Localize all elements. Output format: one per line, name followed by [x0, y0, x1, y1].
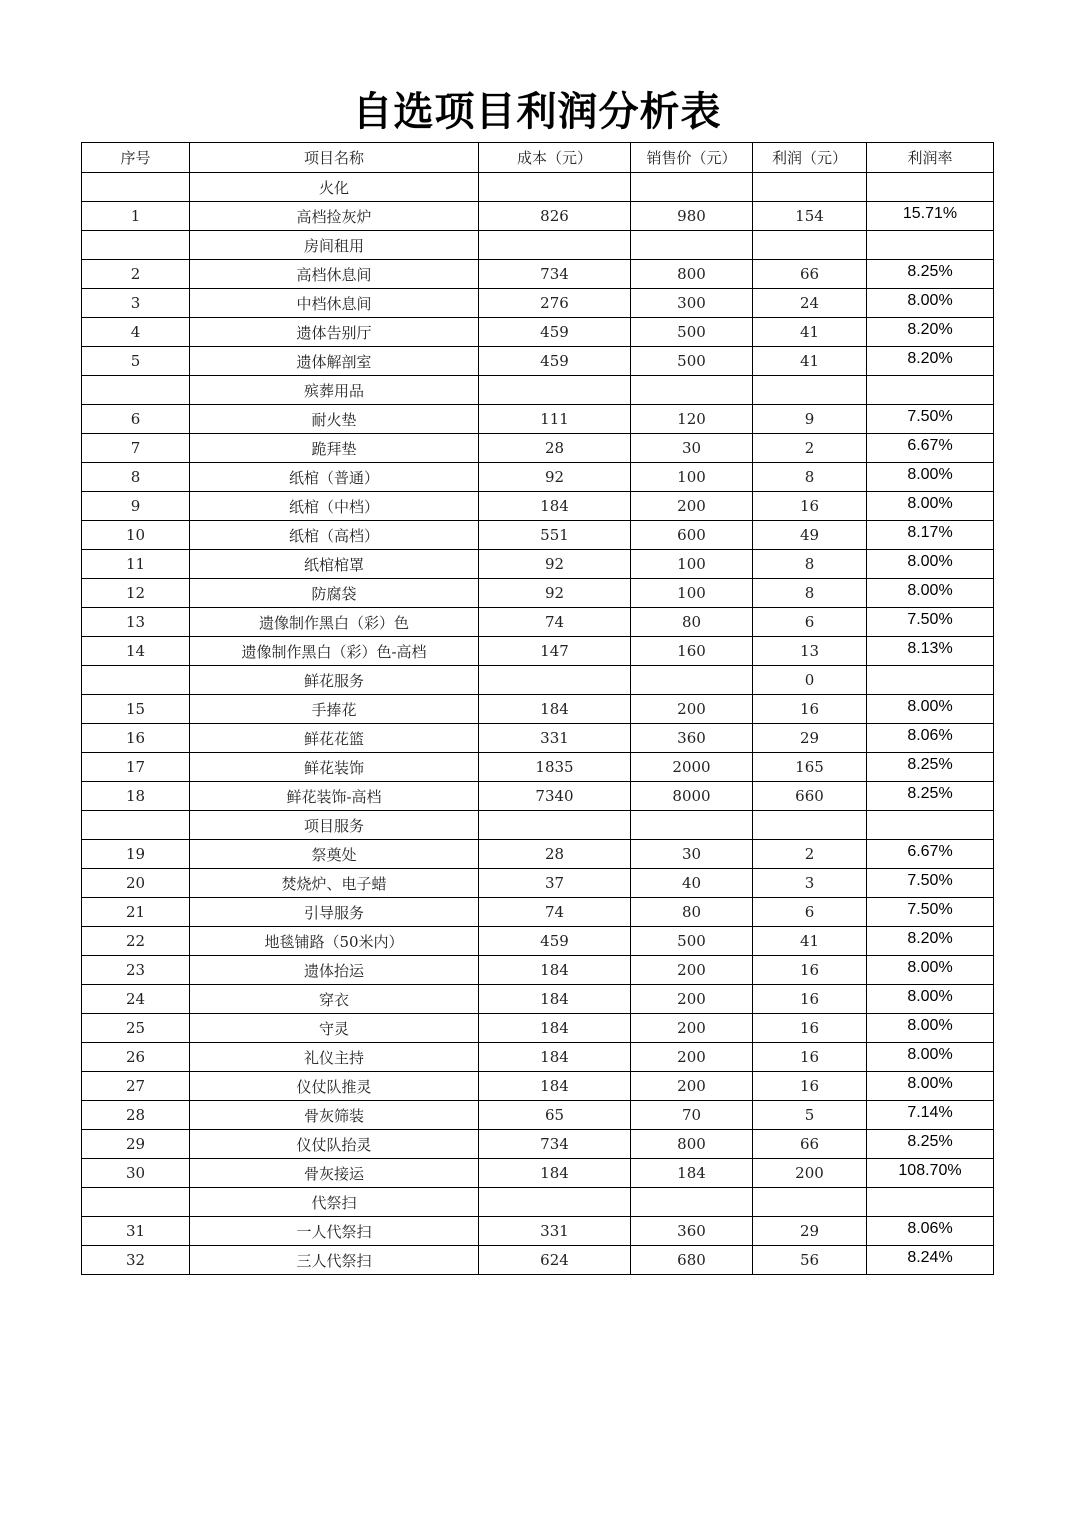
cell-profit-rate	[867, 231, 994, 260]
cell-price	[631, 173, 753, 202]
table-row	[82, 492, 994, 521]
cell-profit-rate: 8.00%	[867, 1072, 994, 1101]
table-row	[82, 1130, 994, 1159]
cell-item-name: 骨灰筛装	[190, 1101, 479, 1130]
cell-profit-rate: 8.00%	[867, 579, 994, 608]
cell-profit-rate: 8.25%	[867, 1130, 994, 1159]
cell-index	[82, 1188, 190, 1217]
table-row	[82, 782, 994, 811]
cell-price: 200	[631, 492, 753, 521]
cell-cost: 147	[479, 637, 631, 666]
cell-price: 500	[631, 927, 753, 956]
table-row	[82, 434, 994, 463]
cell-profit: 16	[753, 1014, 867, 1043]
cell-item-name: 殡葬用品	[190, 376, 479, 405]
cell-price: 200	[631, 956, 753, 985]
cell-index: 14	[82, 637, 190, 666]
cell-price	[631, 376, 753, 405]
cell-profit-rate	[867, 666, 994, 695]
header-cell-item-name: 项目名称	[190, 143, 479, 173]
cell-index	[82, 666, 190, 695]
cell-cost: 184	[479, 1014, 631, 1043]
cell-profit: 66	[753, 1130, 867, 1159]
cell-price: 300	[631, 289, 753, 318]
cell-item-name: 高档休息间	[190, 260, 479, 289]
table-row	[82, 579, 994, 608]
table-row	[82, 550, 994, 579]
table-row	[82, 637, 994, 666]
cell-profit: 16	[753, 1043, 867, 1072]
cell-index	[82, 811, 190, 840]
cell-profit: 16	[753, 1072, 867, 1101]
cell-cost: 28	[479, 840, 631, 869]
table-row	[82, 405, 994, 434]
cell-index: 24	[82, 985, 190, 1014]
cell-cost: 65	[479, 1101, 631, 1130]
table-row	[82, 985, 994, 1014]
cell-item-name: 纸棺（中档）	[190, 492, 479, 521]
table-row	[82, 724, 994, 753]
cell-index: 3	[82, 289, 190, 318]
cell-profit: 3	[753, 869, 867, 898]
cell-index: 1	[82, 202, 190, 231]
cell-index: 18	[82, 782, 190, 811]
cell-profit-rate: 8.00%	[867, 492, 994, 521]
cell-price: 40	[631, 869, 753, 898]
cell-price	[631, 231, 753, 260]
cell-price: 200	[631, 1043, 753, 1072]
cell-price: 8000	[631, 782, 753, 811]
cell-index: 25	[82, 1014, 190, 1043]
table-row	[82, 898, 994, 927]
cell-item-name: 中档休息间	[190, 289, 479, 318]
cell-price: 800	[631, 260, 753, 289]
cell-cost: 28	[479, 434, 631, 463]
cell-cost: 1835	[479, 753, 631, 782]
cell-profit-rate: 8.00%	[867, 1043, 994, 1072]
table-row	[82, 927, 994, 956]
cell-cost: 184	[479, 1159, 631, 1188]
cell-profit-rate: 108.70%	[867, 1159, 994, 1188]
table-row	[82, 1072, 994, 1101]
cell-profit-rate: 8.00%	[867, 985, 994, 1014]
cell-profit-rate	[867, 811, 994, 840]
cell-price: 184	[631, 1159, 753, 1188]
cell-price	[631, 666, 753, 695]
cell-cost: 331	[479, 1217, 631, 1246]
cell-profit-rate: 8.00%	[867, 956, 994, 985]
cell-profit: 2	[753, 434, 867, 463]
cell-profit-rate: 8.00%	[867, 695, 994, 724]
table-row	[82, 1043, 994, 1072]
cell-index: 15	[82, 695, 190, 724]
cell-item-name: 纸棺（普通）	[190, 463, 479, 492]
cell-price: 200	[631, 695, 753, 724]
cell-index: 19	[82, 840, 190, 869]
cell-profit: 56	[753, 1246, 867, 1275]
cell-cost: 734	[479, 1130, 631, 1159]
cell-profit-rate: 7.50%	[867, 608, 994, 637]
cell-price: 2000	[631, 753, 753, 782]
cell-price: 360	[631, 724, 753, 753]
cell-item-name: 跪拜垫	[190, 434, 479, 463]
cell-cost: 551	[479, 521, 631, 550]
cell-cost: 184	[479, 1043, 631, 1072]
cell-index: 4	[82, 318, 190, 347]
cell-price: 120	[631, 405, 753, 434]
cell-profit: 16	[753, 956, 867, 985]
table-row	[82, 695, 994, 724]
cell-index: 6	[82, 405, 190, 434]
cell-cost: 92	[479, 550, 631, 579]
cell-price: 360	[631, 1217, 753, 1246]
cell-profit: 0	[753, 666, 867, 695]
cell-index: 11	[82, 550, 190, 579]
table-row	[82, 869, 994, 898]
cell-index	[82, 231, 190, 260]
table-row	[82, 666, 994, 695]
cell-cost: 826	[479, 202, 631, 231]
cell-cost	[479, 376, 631, 405]
cell-index: 26	[82, 1043, 190, 1072]
cell-price: 980	[631, 202, 753, 231]
cell-cost: 111	[479, 405, 631, 434]
cell-profit: 2	[753, 840, 867, 869]
cell-item-name: 地毯铺路（50米内）	[190, 927, 479, 956]
cell-index: 17	[82, 753, 190, 782]
cell-index: 16	[82, 724, 190, 753]
cell-cost	[479, 666, 631, 695]
cell-price: 100	[631, 463, 753, 492]
cell-profit-rate: 7.50%	[867, 869, 994, 898]
cell-profit-rate: 8.20%	[867, 347, 994, 376]
cell-cost: 37	[479, 869, 631, 898]
page-title: 自选项目利润分析表	[352, 88, 722, 135]
cell-index: 22	[82, 927, 190, 956]
table-row	[82, 1101, 994, 1130]
cell-item-name: 一人代祭扫	[190, 1217, 479, 1246]
cell-profit-rate: 8.00%	[867, 463, 994, 492]
table-row	[82, 231, 994, 260]
cell-item-name: 项目服务	[190, 811, 479, 840]
table-row	[82, 318, 994, 347]
table-row	[82, 608, 994, 637]
cell-profit-rate	[867, 173, 994, 202]
header-cell-price: 销售价（元）	[631, 143, 753, 173]
cell-cost: 184	[479, 956, 631, 985]
cell-cost	[479, 231, 631, 260]
cell-cost: 184	[479, 1072, 631, 1101]
table-row	[82, 811, 994, 840]
cell-cost: 734	[479, 260, 631, 289]
cell-item-name: 高档捡灰炉	[190, 202, 479, 231]
cell-cost	[479, 1188, 631, 1217]
cell-item-name: 房间租用	[190, 231, 479, 260]
cell-item-name: 遗像制作黑白（彩）色-高档	[190, 637, 479, 666]
cell-index: 32	[82, 1246, 190, 1275]
cell-profit: 8	[753, 550, 867, 579]
cell-item-name: 防腐袋	[190, 579, 479, 608]
cell-profit: 49	[753, 521, 867, 550]
cell-item-name: 手捧花	[190, 695, 479, 724]
table-row	[82, 521, 994, 550]
table-row	[82, 347, 994, 376]
cell-item-name: 鲜花装饰-高档	[190, 782, 479, 811]
cell-item-name: 纸棺棺罩	[190, 550, 479, 579]
cell-index: 8	[82, 463, 190, 492]
cell-profit	[753, 231, 867, 260]
header-cell-cost: 成本（元）	[479, 143, 631, 173]
cell-profit-rate: 8.00%	[867, 550, 994, 579]
cell-index: 20	[82, 869, 190, 898]
cell-profit: 66	[753, 260, 867, 289]
cell-item-name: 遗体抬运	[190, 956, 479, 985]
cell-cost: 74	[479, 608, 631, 637]
cell-profit	[753, 376, 867, 405]
cell-cost: 624	[479, 1246, 631, 1275]
cell-index: 27	[82, 1072, 190, 1101]
cell-price: 200	[631, 985, 753, 1014]
table-row	[82, 753, 994, 782]
cell-cost: 92	[479, 579, 631, 608]
cell-profit	[753, 173, 867, 202]
cell-price: 30	[631, 840, 753, 869]
cell-cost: 459	[479, 318, 631, 347]
table-row	[82, 1217, 994, 1246]
cell-item-name: 守灵	[190, 1014, 479, 1043]
cell-profit: 8	[753, 579, 867, 608]
header-cell-profit: 利润（元）	[753, 143, 867, 173]
cell-cost: 184	[479, 985, 631, 1014]
cell-index: 9	[82, 492, 190, 521]
cell-cost: 459	[479, 347, 631, 376]
cell-profit-rate: 6.67%	[867, 434, 994, 463]
cell-index: 31	[82, 1217, 190, 1246]
cell-profit-rate: 8.13%	[867, 637, 994, 666]
cell-profit: 41	[753, 318, 867, 347]
cell-item-name: 三人代祭扫	[190, 1246, 479, 1275]
cell-item-name: 骨灰接运	[190, 1159, 479, 1188]
cell-cost	[479, 811, 631, 840]
cell-price: 80	[631, 898, 753, 927]
header-cell-index: 序号	[82, 143, 190, 173]
cell-item-name: 火化	[190, 173, 479, 202]
cell-index: 5	[82, 347, 190, 376]
cell-profit-rate: 8.00%	[867, 289, 994, 318]
cell-profit: 154	[753, 202, 867, 231]
cell-profit: 200	[753, 1159, 867, 1188]
cell-profit	[753, 1188, 867, 1217]
cell-cost: 331	[479, 724, 631, 753]
cell-price	[631, 811, 753, 840]
cell-profit: 6	[753, 608, 867, 637]
cell-cost: 184	[479, 492, 631, 521]
cell-profit-rate	[867, 1188, 994, 1217]
cell-profit-rate: 8.17%	[867, 521, 994, 550]
cell-price: 200	[631, 1072, 753, 1101]
cell-cost: 184	[479, 695, 631, 724]
cell-item-name: 焚烧炉、电子蜡	[190, 869, 479, 898]
table-row	[82, 956, 994, 985]
cell-index	[82, 376, 190, 405]
cell-price: 680	[631, 1246, 753, 1275]
table-row	[82, 1246, 994, 1275]
cell-profit-rate	[867, 376, 994, 405]
cell-item-name: 耐火垫	[190, 405, 479, 434]
cell-profit	[753, 811, 867, 840]
cell-profit-rate: 8.00%	[867, 1014, 994, 1043]
cell-profit: 16	[753, 695, 867, 724]
table-row	[82, 260, 994, 289]
cell-price: 500	[631, 318, 753, 347]
cell-index	[82, 173, 190, 202]
cell-price: 70	[631, 1101, 753, 1130]
cell-profit-rate: 7.50%	[867, 405, 994, 434]
table-body	[82, 173, 994, 1275]
table-row	[82, 463, 994, 492]
cell-item-name: 鲜花装饰	[190, 753, 479, 782]
cell-index: 30	[82, 1159, 190, 1188]
cell-index: 13	[82, 608, 190, 637]
table-row	[82, 202, 994, 231]
cell-index: 23	[82, 956, 190, 985]
cell-profit-rate: 8.20%	[867, 318, 994, 347]
cell-index: 7	[82, 434, 190, 463]
cell-cost: 74	[479, 898, 631, 927]
cell-price: 30	[631, 434, 753, 463]
cell-profit: 16	[753, 985, 867, 1014]
cell-profit-rate: 8.25%	[867, 753, 994, 782]
cell-cost: 459	[479, 927, 631, 956]
cell-profit-rate: 8.20%	[867, 927, 994, 956]
cell-item-name: 鲜花花篮	[190, 724, 479, 753]
cell-profit-rate: 8.25%	[867, 782, 994, 811]
table-row	[82, 173, 994, 202]
cell-cost: 276	[479, 289, 631, 318]
cell-profit-rate: 15.71%	[867, 202, 994, 231]
cell-profit: 29	[753, 724, 867, 753]
cell-profit: 6	[753, 898, 867, 927]
cell-profit-rate: 7.50%	[867, 898, 994, 927]
cell-item-name: 礼仪主持	[190, 1043, 479, 1072]
cell-cost: 92	[479, 463, 631, 492]
cell-profit-rate: 8.24%	[867, 1246, 994, 1275]
cell-price: 160	[631, 637, 753, 666]
table-row	[82, 1014, 994, 1043]
table-row	[82, 840, 994, 869]
cell-item-name: 引导服务	[190, 898, 479, 927]
cell-item-name: 遗体解剖室	[190, 347, 479, 376]
cell-index: 28	[82, 1101, 190, 1130]
cell-profit: 41	[753, 347, 867, 376]
cell-item-name: 遗体告别厅	[190, 318, 479, 347]
cell-profit: 41	[753, 927, 867, 956]
cell-item-name: 祭奠处	[190, 840, 479, 869]
cell-profit: 660	[753, 782, 867, 811]
cell-price	[631, 1188, 753, 1217]
cell-price: 100	[631, 550, 753, 579]
cell-profit: 5	[753, 1101, 867, 1130]
cell-cost: 7340	[479, 782, 631, 811]
cell-item-name: 仪仗队抬灵	[190, 1130, 479, 1159]
header-cell-profit-rate: 利润率	[867, 143, 994, 173]
table-row	[82, 1188, 994, 1217]
cell-price: 100	[631, 579, 753, 608]
cell-profit: 16	[753, 492, 867, 521]
table-row	[82, 376, 994, 405]
cell-cost	[479, 173, 631, 202]
cell-profit-rate: 8.06%	[867, 1217, 994, 1246]
cell-profit-rate: 6.67%	[867, 840, 994, 869]
table-row	[82, 289, 994, 318]
cell-profit: 8	[753, 463, 867, 492]
profit-table	[81, 142, 994, 1275]
cell-index: 2	[82, 260, 190, 289]
cell-price: 80	[631, 608, 753, 637]
cell-index: 10	[82, 521, 190, 550]
cell-profit: 9	[753, 405, 867, 434]
table-row	[82, 1159, 994, 1188]
cell-index: 29	[82, 1130, 190, 1159]
cell-profit-rate: 8.06%	[867, 724, 994, 753]
cell-item-name: 穿衣	[190, 985, 479, 1014]
cell-profit-rate: 7.14%	[867, 1101, 994, 1130]
cell-item-name: 鲜花服务	[190, 666, 479, 695]
header-row	[82, 143, 994, 173]
cell-item-name: 纸棺（高档）	[190, 521, 479, 550]
cell-price: 500	[631, 347, 753, 376]
cell-item-name: 遗像制作黑白（彩）色	[190, 608, 479, 637]
cell-index: 21	[82, 898, 190, 927]
cell-item-name: 代祭扫	[190, 1188, 479, 1217]
cell-profit: 24	[753, 289, 867, 318]
cell-price: 200	[631, 1014, 753, 1043]
cell-profit: 29	[753, 1217, 867, 1246]
cell-index: 12	[82, 579, 190, 608]
cell-profit-rate: 8.25%	[867, 260, 994, 289]
cell-price: 600	[631, 521, 753, 550]
cell-item-name: 仪仗队推灵	[190, 1072, 479, 1101]
cell-profit: 165	[753, 753, 867, 782]
cell-price: 800	[631, 1130, 753, 1159]
cell-profit: 13	[753, 637, 867, 666]
